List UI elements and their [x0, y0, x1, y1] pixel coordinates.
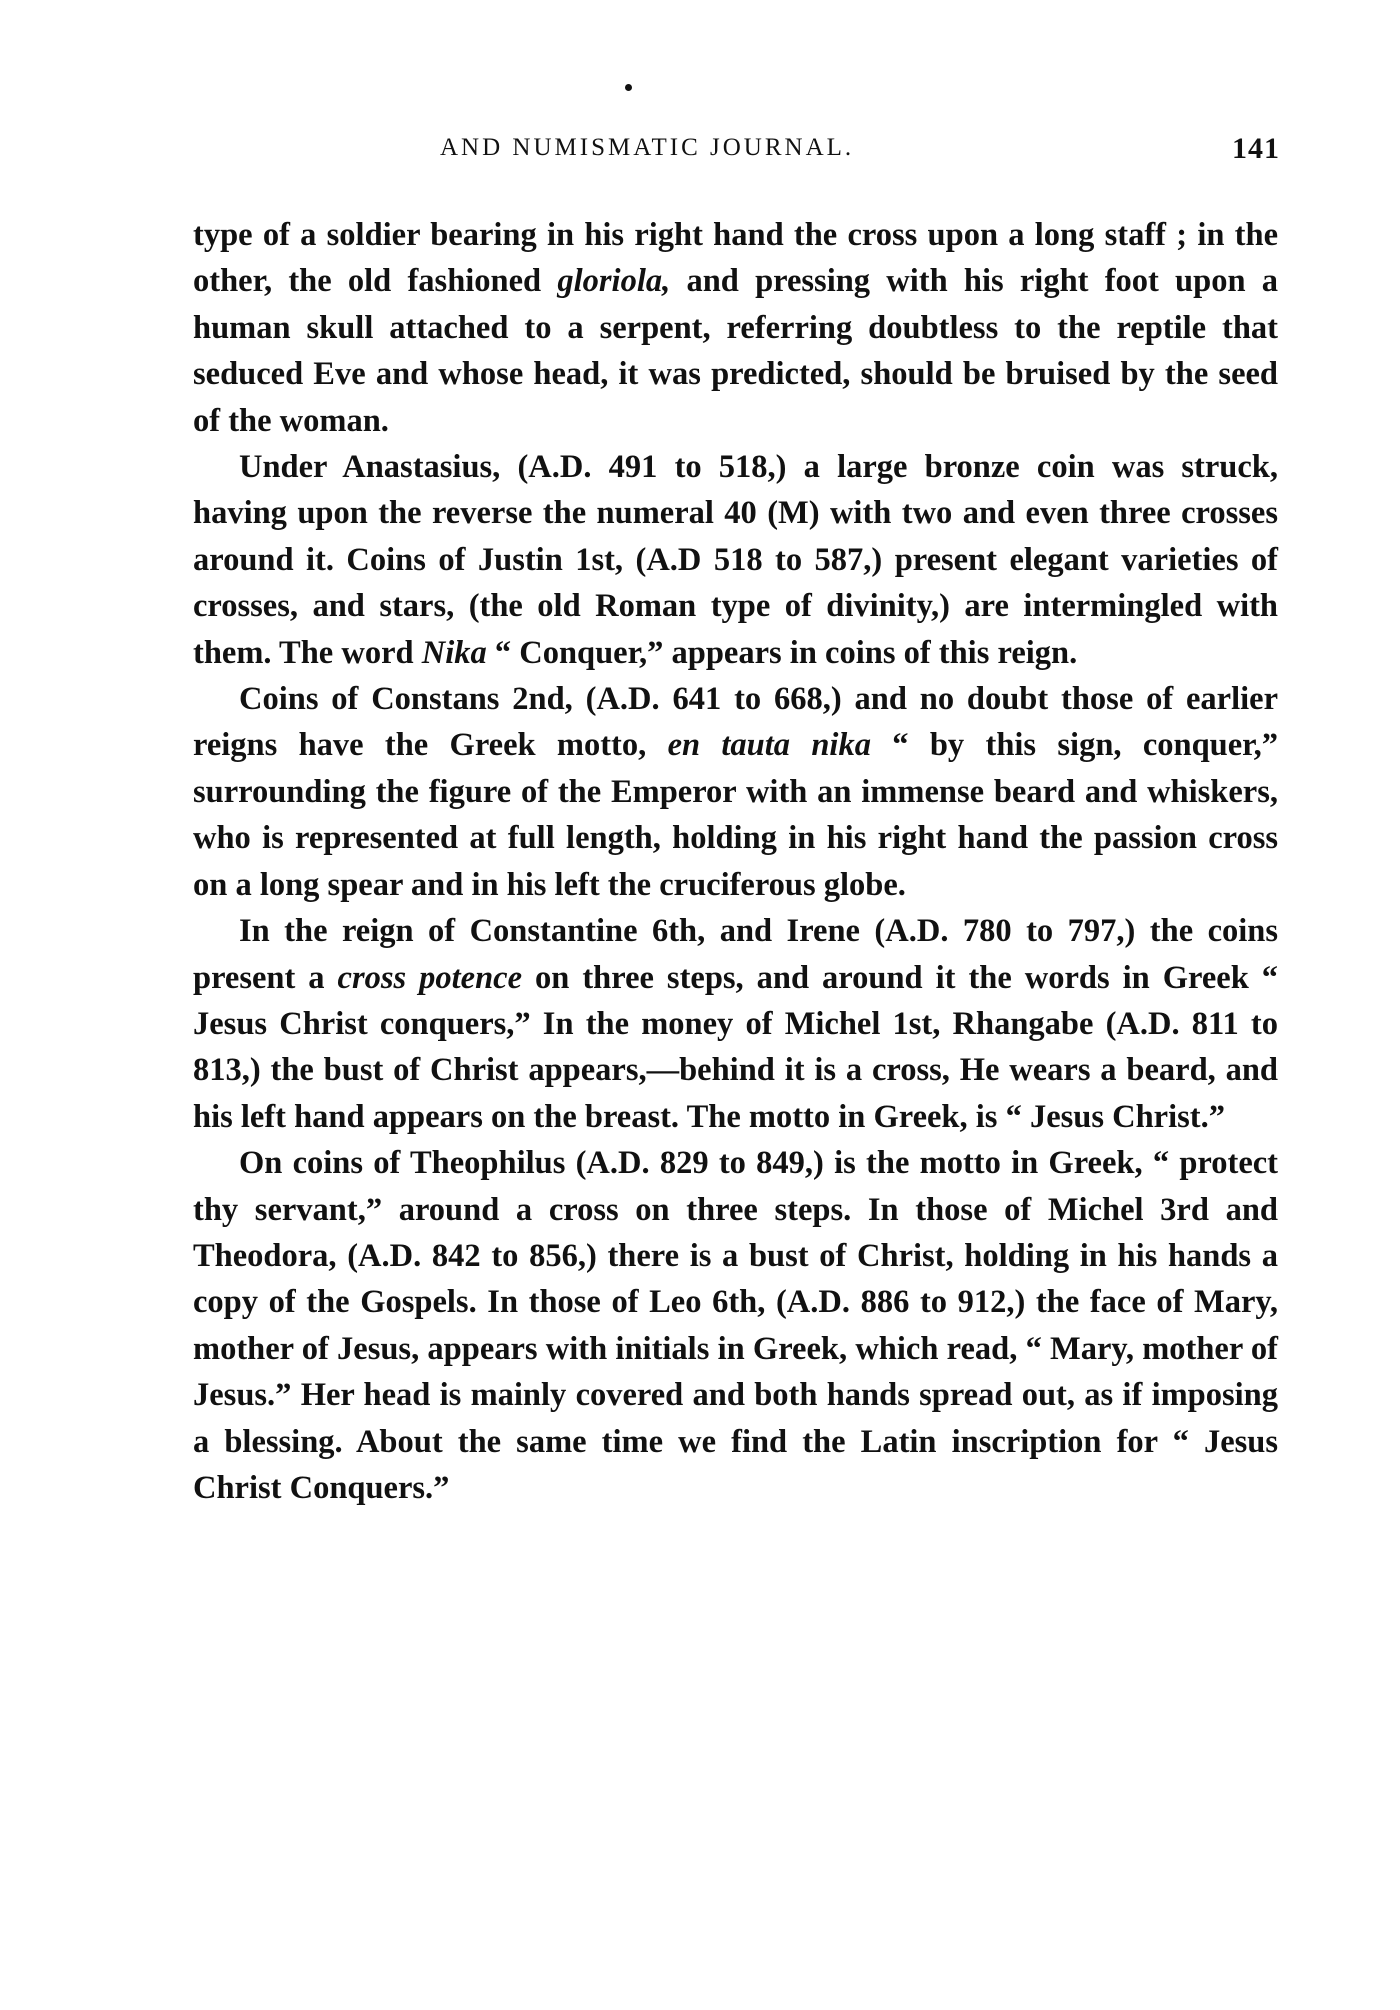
page-number: 141 — [1232, 132, 1280, 165]
body-text — [193, 212, 1278, 1511]
printer-dot-mark — [625, 84, 632, 91]
italic-term-en-tauta-nika: en tauta nika — [667, 727, 871, 764]
paragraph-anastasius — [193, 444, 1278, 676]
text-segment: and pressing with his right foot upon a human skull attached to a serpent, referring doubtless to the reptile that seduced Eve and whose head, it was predicted, should be bruised by the seed of the woman. — [193, 263, 1279, 439]
italic-term-cross-potence: cross potence — [337, 959, 523, 996]
running-title: AND NUMISMATIC JOURNAL. — [440, 134, 855, 161]
text-segment: In the reign of Constantine 6th, and Irene (A.D. 780 to 797,) the coins present a — [193, 913, 1278, 996]
text-segment: “ Conquer,” appears in coins of this reign. — [486, 634, 1078, 671]
paragraph-theophilus — [193, 1140, 1278, 1511]
text-segment: type of a soldier bearing in his right hand the cross upon a long staff ; in the other, the old fashioned — [193, 217, 1278, 300]
paragraph-soldier-type — [193, 212, 1278, 444]
text-segment: Under Anastasius, (A.D. 491 to 518,) a large bronze coin was struck, having upon the reverse the numeral 40 (M) with two and even three crosses around it. Coins of Justin 1st, (A.D 518 to 587,) present elegant varieties of crosses, and stars, (the old Roman type of divinity,) are intermingled with them. The word — [193, 449, 1278, 671]
italic-term-nika: Nika — [421, 634, 487, 671]
paragraph-constans — [193, 676, 1278, 908]
italic-term-gloriola: gloriola, — [557, 263, 671, 300]
running-head — [190, 134, 1280, 174]
text-segment: “ by this sign, conquer,” surrounding the figure of the Emperor with an immense beard and whiskers, who is represented at full length, holding in his right hand the passion cross on a long spear and in his left the cruciferous globe. — [193, 727, 1278, 903]
paragraph-constantine — [193, 908, 1278, 1140]
text-segment: On coins of Theophilus (A.D. 829 to 849,) is the motto in Greek, “ protect thy servant,” around a cross on three steps. In those of Michel 3rd and Theodora, (A.D. 842 to 856,) there is a bust of Christ, holding in his hands a copy of the Gospels. In those of Leo 6th, (A.D. 886 to 912,) the face of Mary, mother of Jesus, appears with initials in Greek, which read, “ Mary, mother of Jesus.” Her head is mainly covered and both hands spread out, as if imposing a blessing. About the same time we find the Latin inscription for “ Jesus Christ Conquers.” — [193, 1145, 1278, 1506]
text-segment: on three steps, and around it the words in Greek “ Jesus Christ conquers,” In the money of Michel 1st, Rhangabe (A.D. 811 to 813,) the bust of Christ appears,—behind it is a cross, He wears a beard, and his left hand appears on the breast. The motto in Greek, is “ Jesus Christ.” — [193, 959, 1279, 1135]
text-segment: Coins of Constans 2nd, (A.D. 641 to 668,) and no doubt those of earlier reigns have the Greek motto, — [193, 681, 1278, 764]
